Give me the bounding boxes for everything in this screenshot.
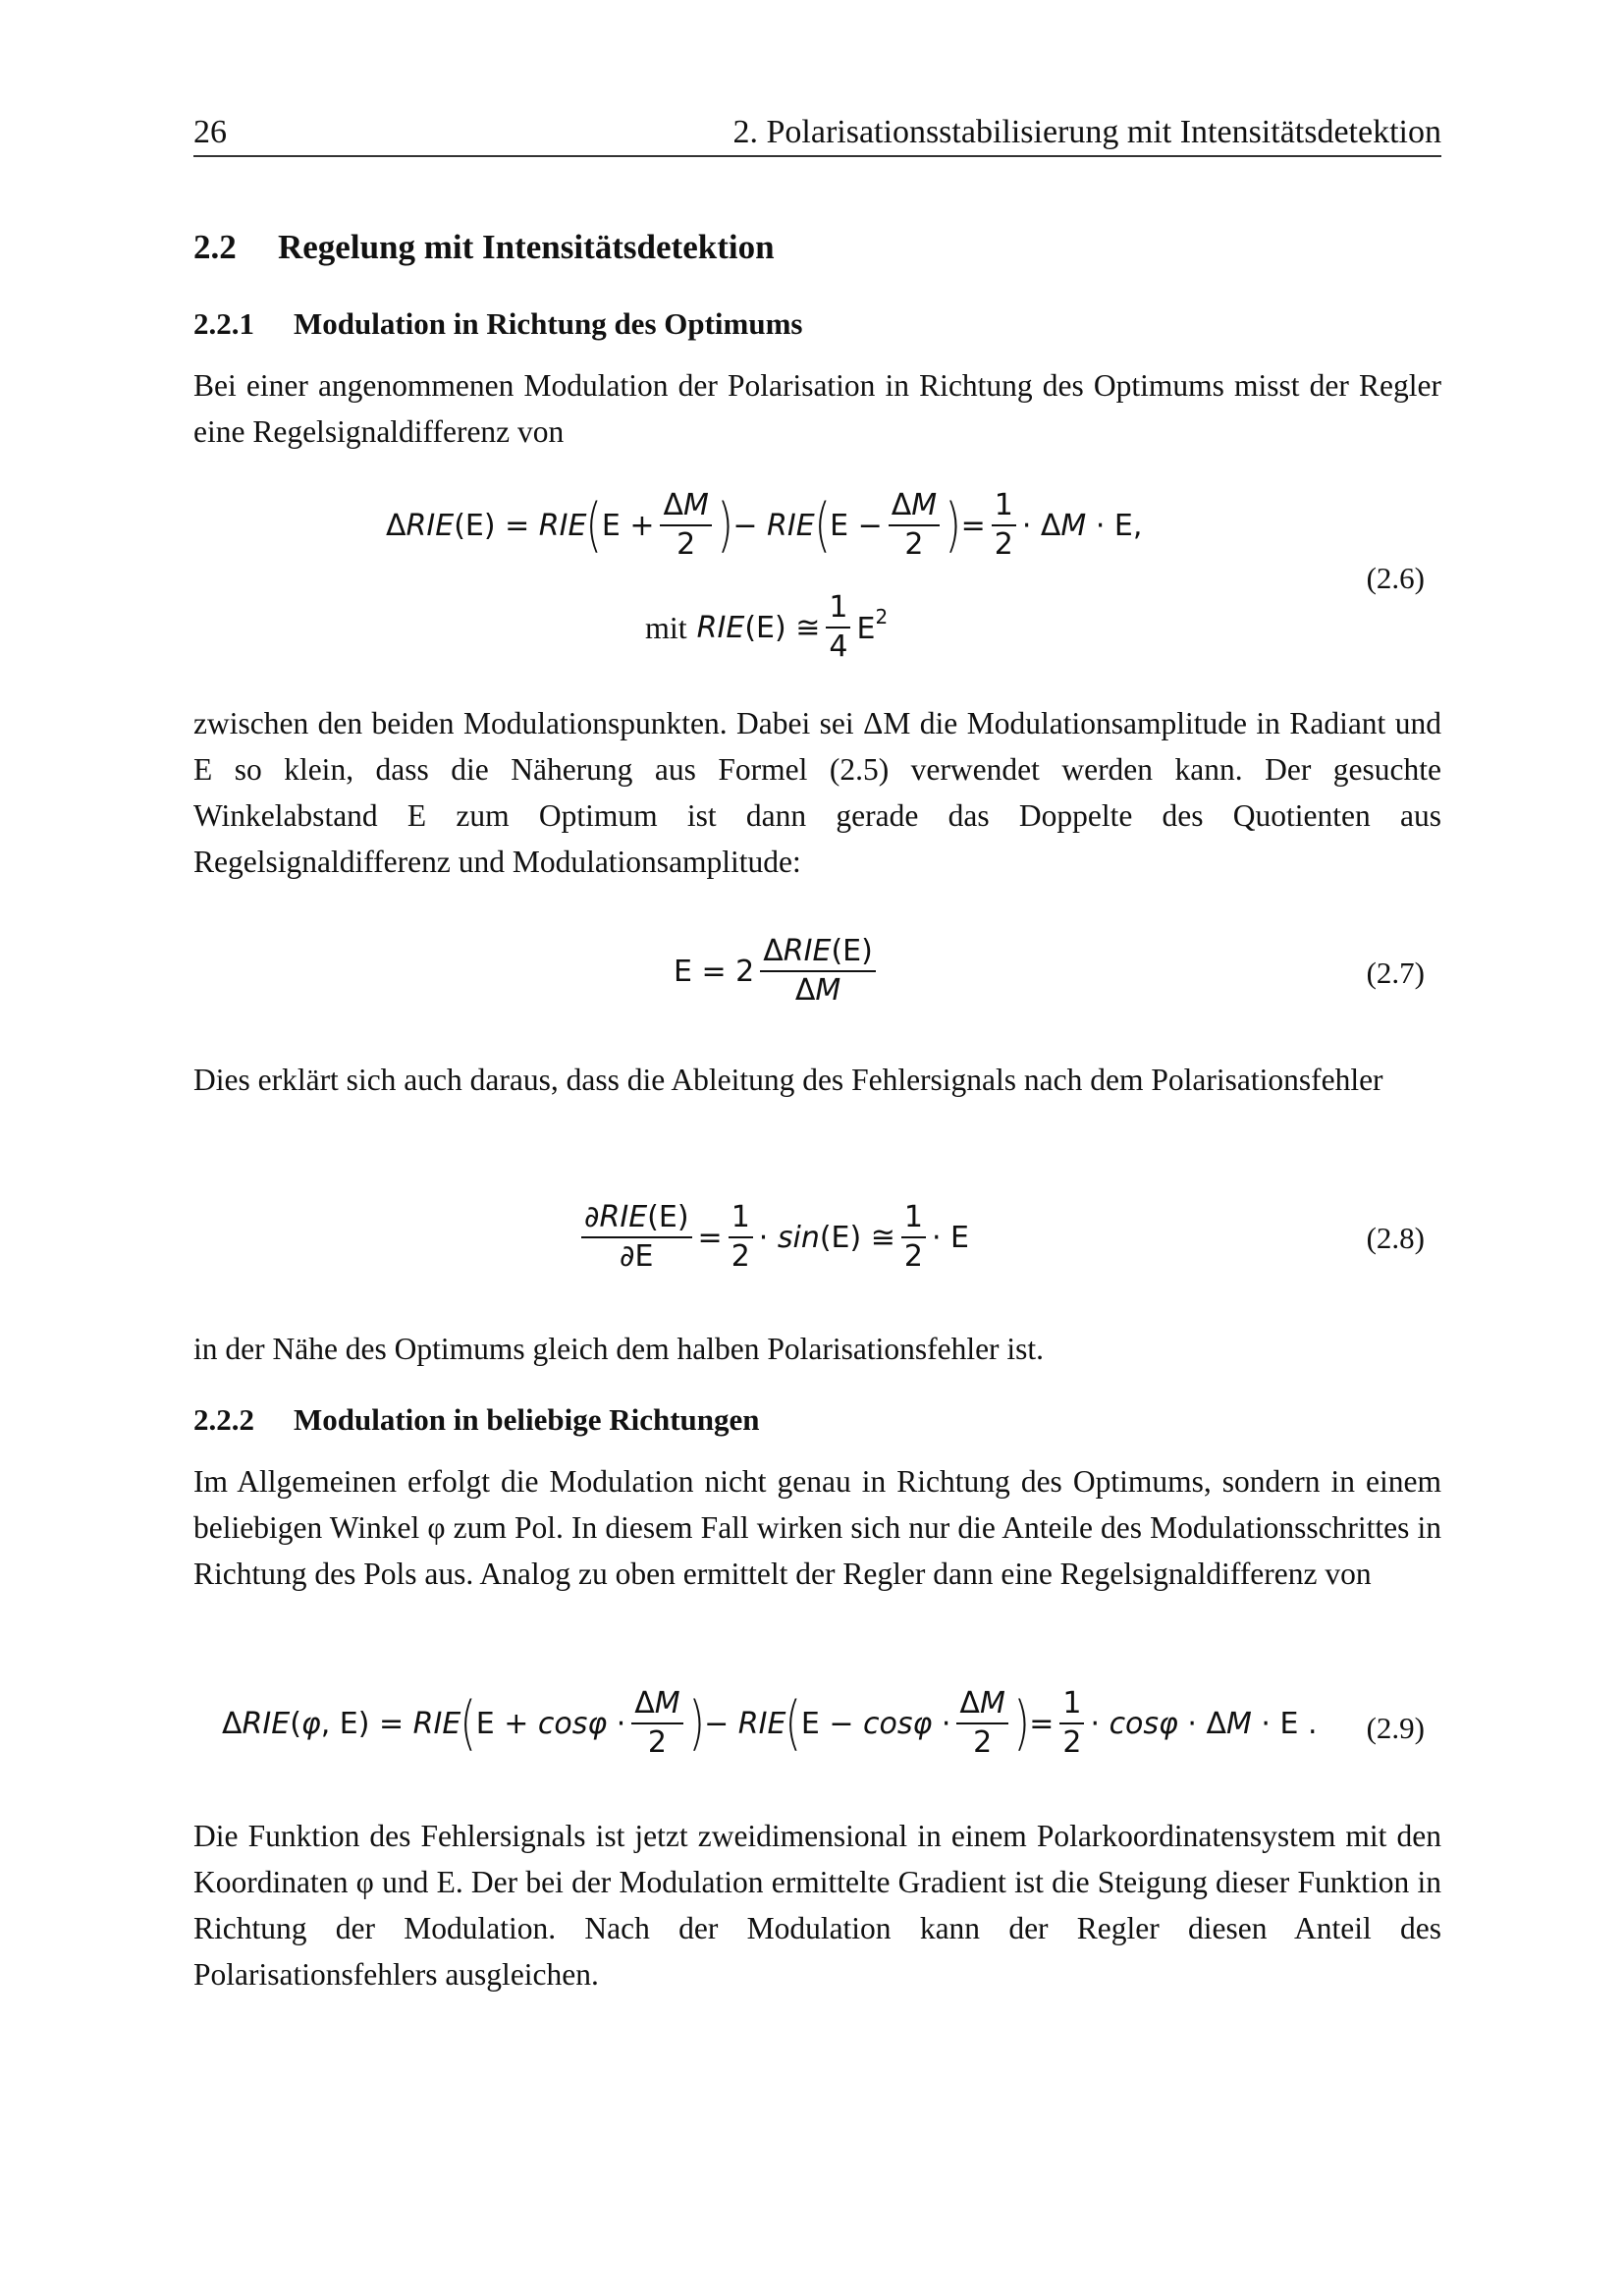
equation-number-2-8: (2.8)	[1366, 1221, 1425, 1255]
subsection-heading-2	[193, 1402, 760, 1438]
page-number: 26	[193, 114, 227, 150]
paragraph-outro-2: Die Funktion des Fehlersignals ist jetzt zweidimensional in einem Polarkoordinatensystem mit den Koordinaten φ und E. Der bei der Modulation ermittelte Gradient ist die Steigung dieser Funktion in Richtung der Modulation. Nach der Modulation kann der Regler diesen Anteil des Polarisationsfehlers ausgleichen.	[193, 1819, 1441, 1992]
header-rule	[193, 155, 1441, 157]
subsection-title-2: Modulation in beliebige Richtungen	[294, 1402, 760, 1437]
running-header: 2. Polarisationsstabilisierung mit Intensitätsdetektion	[732, 114, 1441, 150]
section-heading	[193, 228, 775, 267]
subsection-title-1: Modulation in Richtung des Optimums	[294, 306, 803, 341]
paragraph-intro-1: Bei einer angenommenen Modulation der Polarisation in Richtung des Optimums misst der Regler eine Regelsignaldifferenz von	[193, 368, 1441, 449]
equation-number-2-6: (2.6)	[1366, 561, 1425, 595]
equation-2-7: E = 2 $\frac{\text{ΔRIE(E)}}{\Delta M}$	[674, 933, 882, 1010]
paragraph-after-2-6: zwischen den beiden Modulationspunkten. Dabei sei ΔM die Modulationsamplitude in Radiant und E so klein, dass die Näherung aus Formel (2.5) verwendet werden kann. Der gesuchte Winkelabstand E zum Optimum ist dann gerade das Doppelte des Quotienten aus Regelsignaldifferenz und Modulationsamplitude:	[193, 706, 1441, 879]
paragraph-intro-2: Im Allgemeinen erfolgt die Modulation nicht genau in Richtung des Optimums, sondern in einem beliebigen Winkel φ zum Pol. In diesem Fall wirken sich nur die Anteile des Modulationsschrittes in Richtung des Pols aus. Analog zu oben ermittelt der Regler dann eine Regelsignaldifferenz von	[193, 1464, 1441, 1591]
equation-2-6-line-2: mit RIE(E) ≅ $\frac{1}{4}$ $E^2$	[645, 590, 889, 664]
equation-number-2-7: (2.7)	[1366, 956, 1425, 990]
subsection-number-2: 2.2.2	[193, 1402, 254, 1437]
paragraph-after-2-8: in der Nähe des Optimums gleich dem halben Polarisationsfehler ist.	[193, 1332, 1045, 1366]
subsection-heading-1	[193, 306, 803, 342]
equation-2-6-line-1: ΔRIE(E) = RIE ( E + $\frac{\Delta M}{2}$ ) − RIE ( E − $\frac{\Delta M}{2}$ ) = $\frac{1}{2}$ · ΔM · E,	[386, 488, 1143, 562]
section-title: Regelung mit Intensitätsdetektion	[278, 228, 775, 266]
equation-2-8: $\frac{\text{∂RIE(E)}}{\partial E}$ = $\frac{1}{2}$ · sin(E) ≅ $\frac{1}{2}$ · E	[575, 1199, 969, 1276]
paragraph-after-2-7: Dies erklärt sich auch daraus, dass die Ableitung des Fehlersignals nach dem Polarisationsfehler	[193, 1063, 1383, 1097]
equation-2-6-mit: mit	[645, 609, 687, 645]
section-number: 2.2	[193, 228, 237, 266]
equation-2-9: ΔRIE(φ, E) = RIE ( E + cosφ · $\frac{\Delta M}{2}$ ) − RIE ( E − cosφ · $\frac{\Delta M}{2}$ ) = $\frac{1}{2}$ · cosφ · ΔM · E .	[222, 1686, 1318, 1760]
subsection-number-1: 2.2.1	[193, 306, 254, 341]
equation-number-2-9: (2.9)	[1366, 1711, 1425, 1745]
